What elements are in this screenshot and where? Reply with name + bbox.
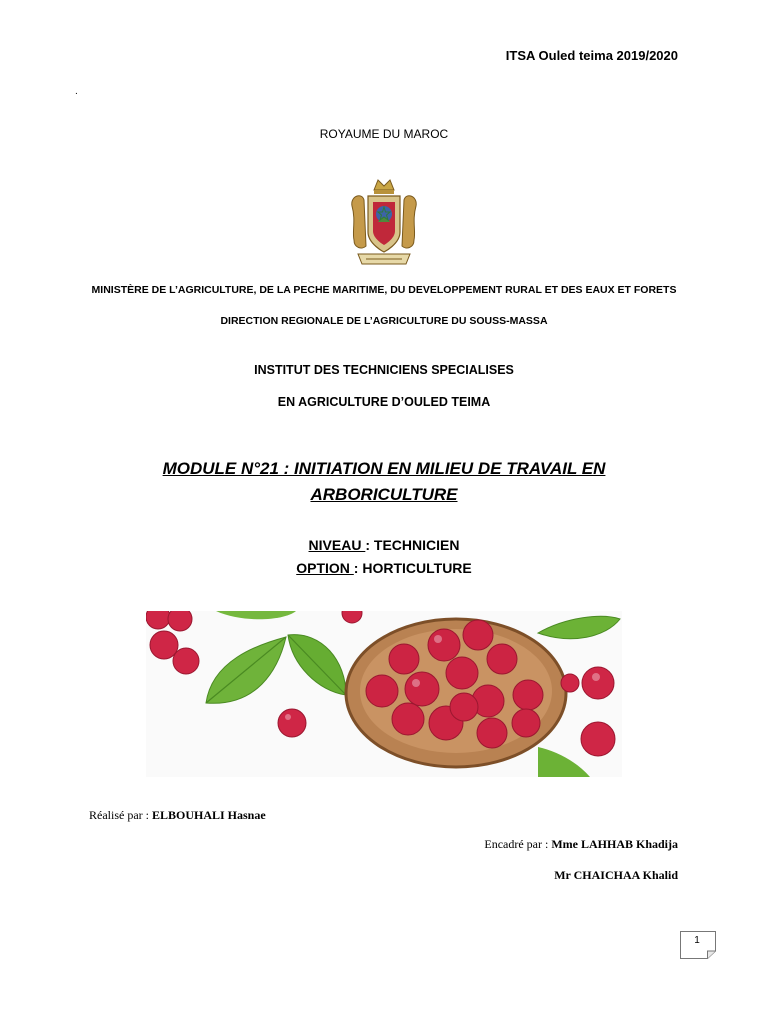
realise-name: ELBOUHALI Hasnae	[151, 808, 266, 822]
direction-title: DIRECTION REGIONALE DE L’AGRICULTURE DU SOUSS-MASSA	[220, 315, 548, 327]
page-number: 1	[694, 935, 700, 946]
option-value: HORTICULTURE	[362, 560, 472, 576]
encadre-label: Encadré par :	[484, 837, 552, 851]
moroccan-coat-of-arms-icon	[348, 176, 420, 268]
ministry-title: MINISTÈRE DE L’AGRICULTURE, DE LA PECHE MARITIME, DU DEVELOPPEMENT RURAL ET DES EAUX ET FORETS	[91, 284, 677, 296]
institute-line-1: INSTITUT DES TECHNICIENS SPECIALISES	[254, 363, 514, 377]
realise-par-line	[89, 808, 266, 823]
option-line	[0, 560, 768, 576]
institute-line-2: EN AGRICULTURE D’OULED TEIMA	[277, 395, 491, 409]
module-title	[0, 456, 768, 508]
level-label: NIVEAU	[308, 537, 366, 553]
encadre-name: Mme LAHHAB Khadija	[551, 837, 678, 851]
encadre-par-line	[484, 837, 678, 852]
level-value: TECHNICIEN	[373, 537, 460, 553]
kingdom-title: ROYAUME DU MAROC	[319, 127, 449, 141]
realise-label: Réalisé par :	[89, 808, 152, 822]
stray-dot: .	[75, 86, 78, 97]
level-line	[0, 537, 768, 553]
raspberries-bowl-photo	[146, 611, 622, 777]
option-label: OPTION	[296, 560, 354, 576]
module-title-line-2: ARBORICULTURE	[310, 485, 458, 504]
second-supervisor: Mr CHAICHAA Khalid	[554, 868, 678, 882]
school-year-header: ITSA Ouled teima 2019/2020	[505, 48, 678, 63]
module-title-line-1: MODULE N°21 : INITIATION EN MILIEU DE TRAVAIL EN	[162, 459, 606, 478]
option-separator: :	[353, 560, 363, 576]
level-separator: :	[365, 537, 374, 553]
